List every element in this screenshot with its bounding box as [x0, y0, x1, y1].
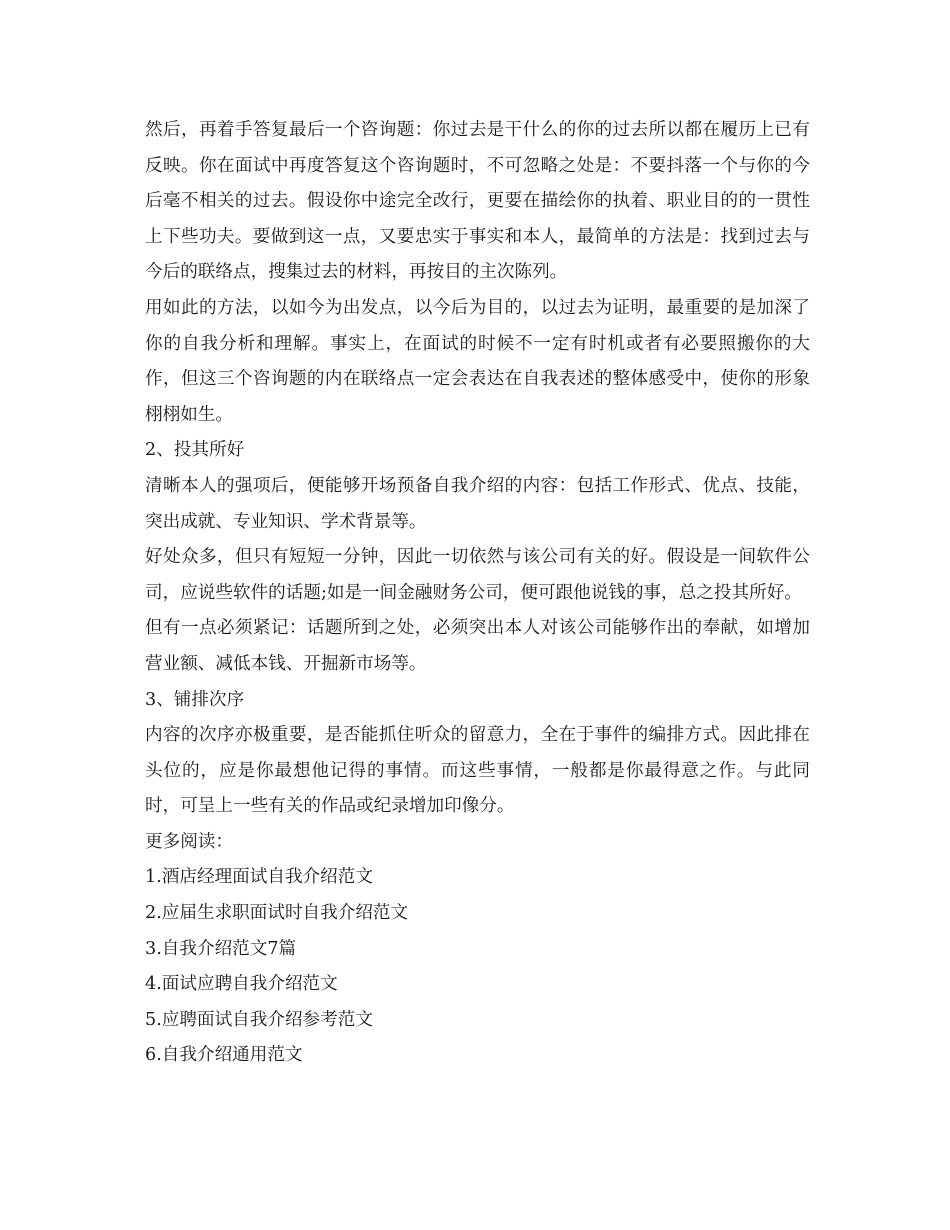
document-page [145, 113, 810, 1074]
more-reading-label: 更多阅读： [145, 831, 233, 852]
section-heading-3: 3、铺排次序 [145, 689, 245, 710]
more-reading-link[interactable]: 3.自我介绍范文7篇 [145, 938, 297, 959]
paragraph-method: 用如此的方法，以如今为出发点，以今后为目的，以过去为证明，最重要的是加深了你的自我分析和理解。事实上，在面试的时候不一定有时机或者有必要照搬你的大作，但这三个咨询题的内在联络点一定会表达在自我表述的整体感受中，使你的形象栩栩如生。 [145, 297, 810, 425]
more-reading-link[interactable]: 2.应届生求职面试时自我介绍范文 [145, 903, 409, 924]
more-reading-link[interactable]: 5.应聘面试自我介绍参考范文 [145, 1009, 373, 1030]
more-reading-link[interactable]: 4.面试应聘自我介绍范文 [145, 974, 338, 995]
paragraph-answer-past: 然后，再着手答复最后一个咨询题：你过去是干什么的你的过去所以都在履历上已有反映。你在面试中再度答复这个咨询题时，不可忽略之处是：不要抖落一个与你的今后毫不相关的过去。假设你中途完全改行，更要在描绘你的执着、职业目的的一贯性上下些功夫。要做到这一点，又要忠实于事实和本人，最简单的方法是：找到过去与今后的联络点，搜集过去的材料，再按目的主次陈列。 [145, 120, 810, 283]
section-heading-2: 2、投其所好 [145, 440, 245, 461]
paragraph-order: 内容的次序亦极重要，是否能抓住听众的留意力，全在于事件的编排方式。因此排在头位的，应是你最想他记得的事情。而这些事情，一般都是你最得意之作。与此同时，可呈上一些有关的作品或纪录增加印像分。 [145, 725, 810, 817]
more-reading-link[interactable]: 6.自我介绍通用范文 [145, 1045, 303, 1066]
paragraph-strengths: 清晰本人的强项后，便能够开场预备自我介绍的内容：包括工作形式、优点、技能，突出成就、专业知识、学术背景等。 [145, 475, 810, 532]
more-reading-link[interactable]: 1.酒店经理面试自我介绍范文 [145, 867, 373, 888]
paragraph-remember: 但有一点必须紧记：话题所到之处，必须突出本人对该公司能够作出的奉献，如增加营业额、减低本钱、开掘新市场等。 [145, 618, 810, 674]
paragraph-benefits: 好处众多，但只有短短一分钟，因此一切依然与该公司有关的好。假设是一间软件公司，应说些软件的话题;如是一间金融财务公司，便可跟他说钱的事，总之投其所好。 [145, 547, 810, 603]
more-reading-list [145, 860, 810, 1074]
